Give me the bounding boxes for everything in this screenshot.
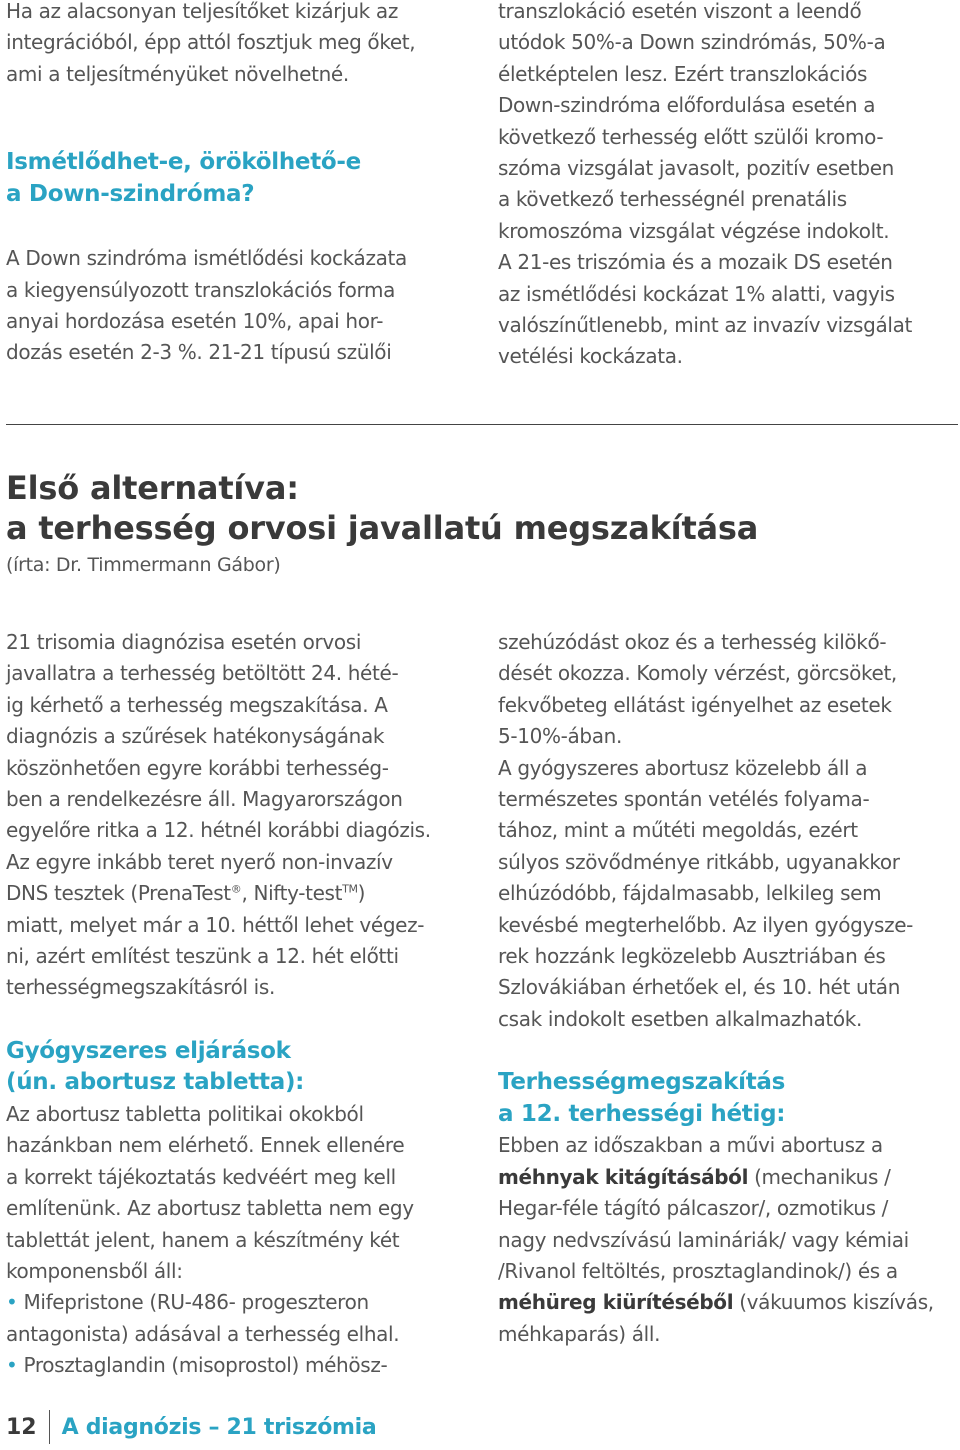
body-line: vetélési kockázata. [498, 344, 683, 369]
body-line: szóma vizsgálat javasolt, pozitív esetben [498, 156, 894, 181]
intro-line: integrációból, épp attól fosztjuk meg őket, [6, 30, 416, 55]
body-line: transzlokáció esetén viszont a leendő [498, 0, 862, 23]
body-line: fekvőbeteg ellátást igényelhet az esetek [498, 692, 892, 717]
body-line: kromoszóma vizsgálat végzése indokolt. [498, 218, 890, 243]
bullet-item [6, 1350, 476, 1381]
body-line: komponensből áll: [6, 1258, 183, 1283]
body-line: kevésbé megterhelőbb. Az ilyen gyógysze- [498, 912, 914, 937]
top-left-column [6, 0, 476, 369]
body-line: A Down szindróma ismétlődési kockázata [6, 246, 407, 271]
bold-term: méhüreg kiürítéséből [498, 1290, 734, 1315]
body-line: az ismétlődési kockázat 1% alatti, vagyis [498, 281, 895, 306]
page-footer [6, 1410, 376, 1444]
heading-medication: (ún. abortusz tabletta): [6, 1069, 305, 1096]
registered-mark: ® [230, 882, 242, 896]
body-line: életképtelen lesz. Ezért transzlokációs [498, 61, 868, 86]
body-line: a kiegyensúlyozott transzlokációs forma [6, 277, 396, 302]
bullet-text: Mifepristone (RU-486- progeszteron [23, 1290, 369, 1315]
body-line: a korrekt tájékoztatás kedvéért meg kell [6, 1164, 396, 1189]
body-line: elhúzódóbb, fájdalmasabb, lelkileg sem [498, 881, 882, 906]
body-line: következő terhesség előtt szülői kromo- [498, 124, 884, 149]
lower-left-column [6, 627, 476, 1382]
body-line: említenünk. Az abortusz tabletta nem egy [6, 1196, 414, 1221]
body-line: terhességmegszakításról is. [6, 975, 275, 1000]
bold-term: méhnyak kitágításából [498, 1164, 749, 1189]
body-line: természetes spontán vetélés folyama- [498, 787, 870, 812]
body-line: /Rivanol feltöltés, prosztaglandinok/) és a [498, 1258, 898, 1283]
body-line: csak indokolt esetben alkalmazhatók. [498, 1006, 862, 1031]
heading-termination: Terhességmegszakítás [498, 1069, 786, 1096]
body-line: anyai hordozása esetén 10%, apai hor- [6, 309, 384, 334]
trademark-mark: TM [342, 882, 358, 896]
bullet-item [6, 1287, 476, 1318]
body-line: antagonista) adásával a terhesség elhal. [6, 1321, 400, 1346]
footer-section-title: A diagnózis – 21 triszómia [61, 1414, 377, 1440]
body-line: köszönhetően egyre korábbi terhesség- [6, 755, 389, 780]
body-line: ig kérhető a terhesség megszakítása. A [6, 692, 388, 717]
bullet-icon: • [6, 1290, 18, 1315]
body-line: diagnózis a szűrések hatékonyságának [6, 724, 385, 749]
intro-line: Ha az alacsonyan teljesítőket kizárjuk az [6, 0, 398, 23]
footer-separator [49, 1410, 50, 1444]
section-title [6, 468, 758, 548]
body-line: súlyos szövődménye ritkább, ugyanakkor [498, 849, 900, 874]
body-line-bold-lead [498, 1162, 958, 1193]
body-text: (mechanikus / [748, 1164, 891, 1189]
top-right-column [498, 0, 958, 373]
section-divider [6, 424, 958, 425]
body-line: utódok 50%-a Down szindrómás, 50%-a [498, 30, 886, 55]
heading-recurrence: Ismétlődhet-e, örökölhető-e [6, 149, 361, 176]
body-line: 5-10%-ában. [498, 724, 623, 749]
section-title-line1: Első alternatíva: [6, 469, 299, 507]
body-line: valószínűtlenebb, mint az invazív vizsgálat [498, 313, 912, 338]
body-line: A 21-es triszómia és a mozaik DS esetén [498, 250, 893, 275]
body-line: hazánkban nem elérhető. Ennek ellenére [6, 1133, 405, 1158]
bullet-text: Prosztaglandin (misoprostol) méhösz- [23, 1353, 388, 1378]
dns-tests-line [6, 878, 476, 909]
body-line: 21 trisomia diagnózisa esetén orvosi [6, 630, 362, 654]
body-line: Az abortusz tabletta politikai okokból [6, 1101, 364, 1126]
body-line: tablettát jelent, hanem a készítmény két [6, 1227, 400, 1252]
intro-line: ami a teljesítményüket növelhetné. [6, 61, 349, 86]
heading-termination: a 12. terhességi hétig: [498, 1100, 786, 1127]
page-number: 12 [6, 1414, 37, 1440]
body-line: javallatra a terhesség betöltött 24. hété- [6, 661, 399, 686]
body-line: Down-szindróma előfordulása esetén a [498, 93, 876, 118]
body-line: Hegar-féle tágító pálcaszor/, ozmotikus / [498, 1196, 889, 1221]
body-line: miatt, melyet már a 10. héttől lehet végez- [6, 912, 425, 937]
body-line: tához, mint a műtéti megoldás, ezért [498, 818, 858, 843]
body-line: A gyógyszeres abortusz közelebb áll a [498, 755, 868, 780]
body-line: méhkaparás) áll. [498, 1321, 661, 1346]
lower-right-column [498, 627, 958, 1350]
body-line: egyelőre ritka a 12. hétnél korábbi diagózis. [6, 818, 431, 843]
body-line: szehúzódást okoz és a terhesség kilökő- [498, 630, 887, 654]
dns-prefix: DNS tesztek (PrenaTest [6, 881, 231, 906]
bullet-icon: • [6, 1353, 18, 1378]
body-line: Szlovákiában érhetőek el, és 10. hét után [498, 975, 901, 1000]
body-line: ni, azért említést teszünk a 12. hét előtti [6, 944, 399, 969]
dns-middle: , Nifty-test [241, 881, 343, 906]
body-line: ben a rendelkezésre áll. Magyarországon [6, 787, 403, 812]
heading-recurrence: a Down-szindróma? [6, 180, 255, 207]
author-credit: (írta: Dr. Timmermann Gábor) [6, 554, 281, 576]
body-line: dését okozza. Komoly vérzést, görcsöket, [498, 661, 897, 686]
dns-suffix: ) [357, 881, 366, 906]
body-line: nagy nedvszívású lamináriák/ vagy kémiai [498, 1227, 909, 1252]
body-line: rek hozzánk legközelebb Ausztriában és [498, 944, 886, 969]
body-text: (vákuumos kiszívás, [733, 1290, 934, 1315]
body-line: a következő terhességnél prenatális [498, 187, 847, 212]
body-line: Az egyre inkább teret nyerő non-invazív [6, 849, 393, 874]
body-line-bold-lead [498, 1287, 958, 1318]
heading-medication: Gyógyszeres eljárások [6, 1037, 291, 1064]
section-title-line2: a terhesség orvosi javallatú megszakítása [6, 509, 759, 547]
body-line: Ebben az időszakban a művi abortusz a [498, 1133, 883, 1158]
body-line: dozás esetén 2-3 %. 21-21 típusú szülői [6, 340, 392, 365]
